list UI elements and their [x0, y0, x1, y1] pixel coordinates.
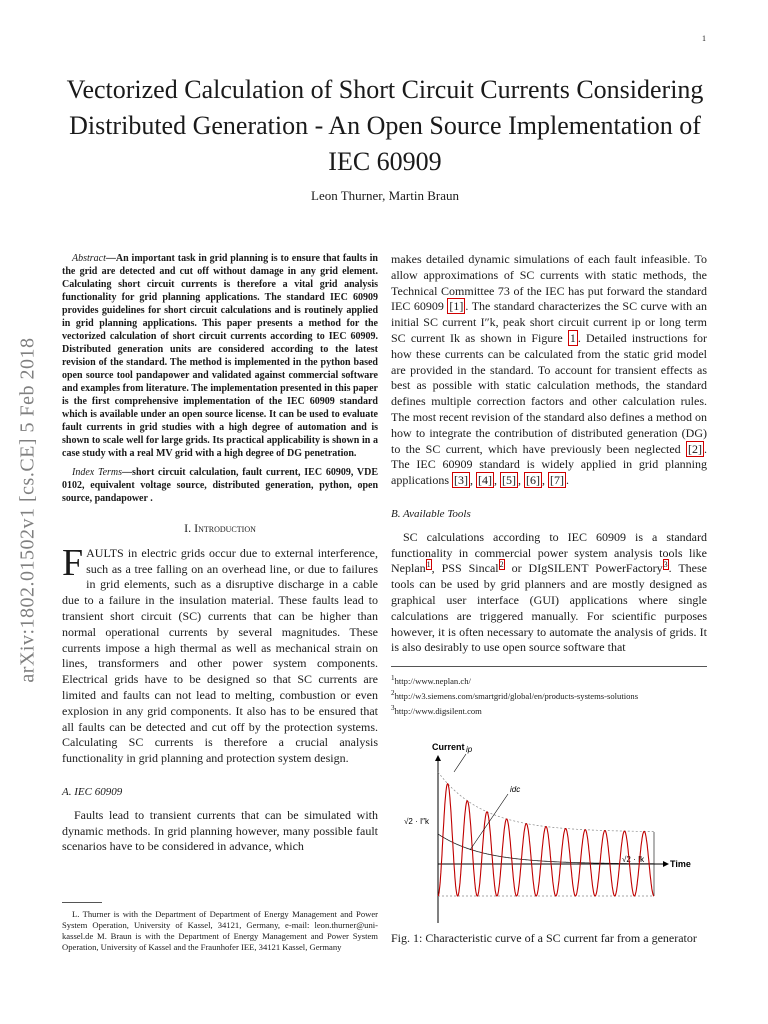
- citation-link[interactable]: [7]: [549, 473, 564, 488]
- citation-link[interactable]: [3]: [453, 473, 468, 488]
- page-number: 1: [702, 34, 706, 43]
- citation-link[interactable]: [6]: [525, 473, 540, 488]
- author-affiliation: L. Thurner is with the Department of Department of Energy Management and Power System Operation, University of Kassel, 34121, Germany, e-mail: leon.thurner@uni-kassel.de M. Braun is with the Department of Energy Management and Power System Operation, University of Kassel and the Fraunhofer IEE, 34121 Kassel, Germany: [62, 909, 378, 952]
- tools-paragraph: [391, 530, 707, 656]
- y-axis-label: Current: [432, 742, 465, 752]
- text-run: or DIgSILENT PowerFactory: [504, 561, 663, 576]
- footnote-url[interactable]: http://w3.siemens.com/smartgrid/global/en/products-systems-solutions: [394, 690, 639, 701]
- footnote-mark: 1: [391, 674, 395, 683]
- intro-paragraph: [62, 541, 378, 767]
- footnote: [391, 702, 707, 717]
- intro-lead: AULTS: [86, 545, 124, 560]
- footnote-url[interactable]: http://www.neplan.ch/: [394, 675, 471, 686]
- footnote: [391, 687, 707, 702]
- paper-title: Vectorized Calculation of Short Circuit Currents Considering Distributed Generation - An Open Source Implementation of IEC 60909: [66, 75, 704, 176]
- intro-text: in electric grids occur due to external interference, such as a tree falling on an overhead line, or due to failures in grid elements, such as a disruptive discharge in a cable due to a failure in the insulation material. These faults lead to transient short circuit (SC) currents that can be higher than normal operational currents by several magnitudes. These currents impose a high thermal as well as mechanical strain on lines, transformers and other power system components. Electrical grids have to be designed so that SC currents are limited and faults can not lead to melting, combustion or even explosion in any grid components. It also has to be ensured that all faults can be detected and cut off by the protection systems. Calculating SC currents is therefore a crucial analysis functionality in grid planning and protection system design.: [62, 545, 378, 766]
- footnote: [391, 672, 707, 687]
- text-run: . Detailed instructions for how these currents can be calculated from the static grid model are provided in the standard. To account for transient effects as best as possible with static calculation methods, the standard defines multiple correction factors and other calculation rules. The most recent revision of the standard also defines a method on how to integrate the contribution of distributed generation (DG) to the SC current, which have previously been neglected: [391, 330, 707, 456]
- x-axis-label: Time: [670, 859, 691, 869]
- right-column: [391, 252, 707, 717]
- figure-svg: [400, 738, 720, 928]
- label-idc: idc: [510, 785, 521, 794]
- index-terms-text: —short circuit calculation, fault current, IEC 60909, VDE 0102, equivalent voltage source, distributed generation, python, open source, pandapower .: [62, 467, 378, 504]
- iec-paragraph: Faults lead to transient currents that can be simulated with dynamic methods. In grid planning however, many possible fault scenarios have to be considered in advance, which: [62, 807, 378, 854]
- idc-pointer: [470, 794, 508, 850]
- label-ip: ip: [466, 745, 473, 754]
- figure-sc-current: [400, 738, 720, 928]
- text-run: . These tools can be used by grid planners and are mostly designed as graphical user interface (GUI) applications where single calculations are triggered manually. For scientific purposes however, it is often necessary to automate the analysis of grids. It is also desirably to use open source software that: [391, 561, 707, 655]
- arxiv-id-text: arXiv:1802.01502v1 [cs.CE] 5 Feb 2018: [16, 337, 39, 683]
- index-terms: [62, 466, 378, 505]
- text-run: , PSS Sincal: [431, 561, 499, 576]
- footnote-mark: 3: [391, 703, 395, 712]
- text-run: . The IEC 60909 standard is widely applied in grid planning applications: [391, 441, 707, 488]
- ip-pointer: [454, 754, 466, 772]
- text-run: SC calculations according to IEC 60909 is a standard functionality in commercial power system analysis tools like Neplan: [391, 529, 707, 576]
- text-run: . The standard characterizes the SC curve with an initial SC current I″k, peak short circuit current ip or long term SC current Ik as shown in Figure: [391, 299, 707, 345]
- arxiv-identifier: [8, 280, 48, 740]
- left-column: [62, 252, 378, 855]
- sc-current-wave: [438, 784, 654, 896]
- subsection-heading-iec: A. IEC 60909: [62, 785, 123, 798]
- figure-link[interactable]: 1: [569, 330, 576, 345]
- iec-paragraph-continued: makes detailed dynamic simulations of each fault infeasible. To allow approximations of SC currents with static methods, the Technical Committee 73 of the IEC has put forward the standard IEC 60909 [1] . The standard characterizes the SC curve with an initial SC current I″k, peak short circuit current ip or long term SC current Ik as shown in Figure 1 . Detailed instructions for how these currents can be calculated from the static grid model are provided in the standard. To account for transient effects as best as possible with static calculation methods, the standard defines multiple correction factors and other calculation rules. The most recent revision of the standard also defines a method on how to integrate the contribution of distributed generation (DG) to the SC current, which have previously been neglected [2] . The IEC 60909 standard is widely applied in grid planning applications [3] , [4] , [5] , [6] , [7] .: [391, 252, 707, 488]
- text-run: makes detailed dynamic simulations of each fault infeasible. To allow approximations of SC currents with static methods, the Technical Committee 73 of the IEC has put forward the standard IEC 60909: [391, 252, 707, 314]
- footnote-mark: 2: [391, 688, 395, 697]
- subsection-heading-tools: B. Available Tools: [391, 507, 471, 520]
- index-terms-label: Index Terms: [72, 467, 123, 478]
- abstract-text: —An important task in grid planning is to ensure that faults in the grid are detected and cut off without damage in any grid element. Calculating short circuit currents is therefore a vital grid analysis functionality for grid planning applications. The standard IEC 60909 provides guidelines for short circuit calculations and is routinely applied in grid planning applications. This paper presents a method for the vectorized calculation of short circuit currents according to IEC 60909. Distributed generation units are considered according to the latest revision of the standard. The method is implemented in the python based open source tool pandapower and validated against commercial software and examples from literature. The implementation presented in this paper is the first comprehensive implementation of the IEC 60909 standard which is available under an open source license. It can be used to evaluate fault currents in grid studies with a high degree of automation and is shown to scale well for large grids. Its practical applicability is shown in a case study with a real MV grid with a high degree of DG penetration.: [62, 253, 378, 459]
- affiliation-rule: [62, 902, 102, 903]
- citation-link[interactable]: [4]: [477, 473, 492, 488]
- label-steady: √2 · Ik: [622, 855, 645, 864]
- footnotes: [391, 666, 707, 717]
- footnote-link[interactable]: 2: [499, 560, 504, 570]
- abstract-label: Abstract: [72, 253, 106, 264]
- citation-link[interactable]: [2]: [688, 441, 702, 456]
- citation-link[interactable]: [1]: [449, 299, 464, 314]
- section-heading-introduction: I. Introduction: [184, 521, 256, 535]
- dropcap: F: [62, 541, 84, 584]
- authors: Leon Thurner, Martin Braun: [311, 188, 459, 203]
- figure-caption: Fig. 1: Characteristic curve of a SC current far from a generator: [391, 931, 697, 945]
- footnote-url[interactable]: http://www.digsilent.com: [394, 705, 482, 716]
- footnote-link[interactable]: 1: [426, 560, 431, 570]
- abstract: [62, 252, 378, 460]
- label-peak-initial: √2 · I″k: [404, 817, 430, 826]
- footnote-link[interactable]: 3: [663, 560, 668, 570]
- citation-link[interactable]: [5]: [501, 473, 516, 488]
